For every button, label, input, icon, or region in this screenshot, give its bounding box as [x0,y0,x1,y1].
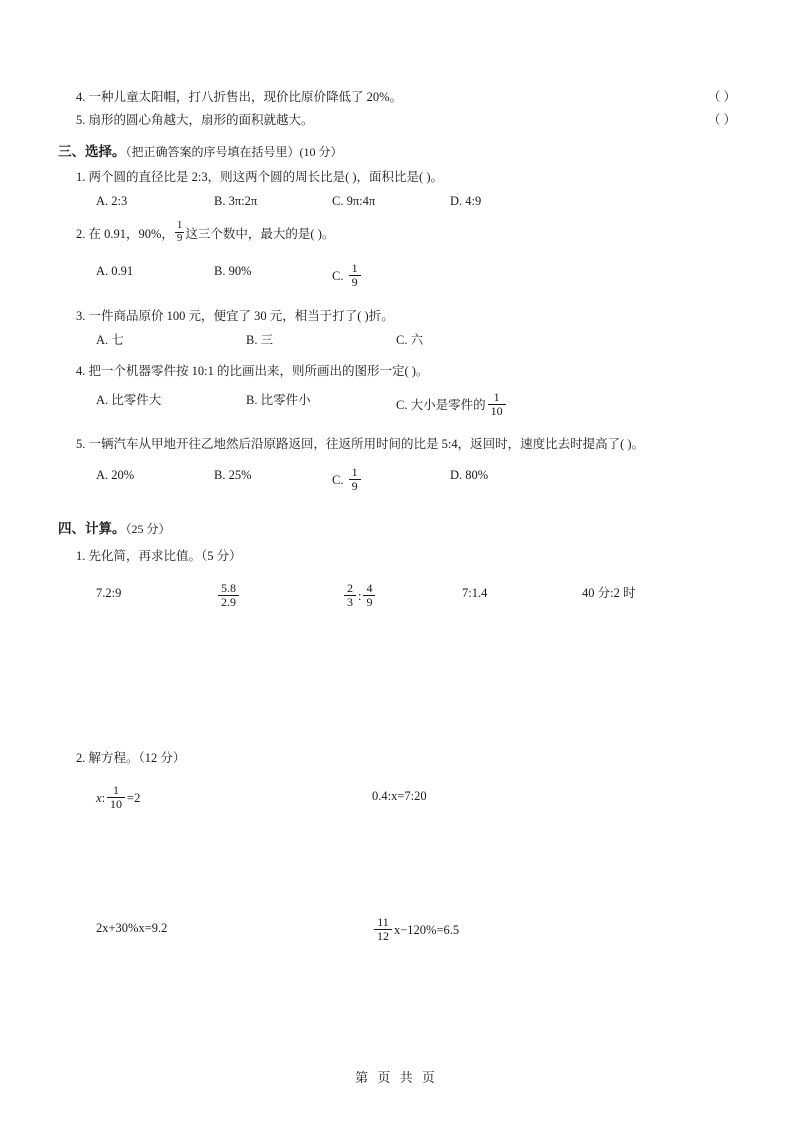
option-d[interactable]: D. 4:9 [450,194,482,208]
page-content [58,88,736,943]
equation-4 [372,916,459,943]
question-3-options [58,331,736,350]
judge-item [58,88,736,107]
option-b[interactable]: B. 比零件小 [246,393,311,408]
equation-row-2 [58,916,736,943]
judge-item-number: 5. [76,113,86,127]
fraction: $\frac{11}{12}$ [374,916,392,943]
option-a[interactable]: A. 0.91 [96,263,134,278]
question-2-text-pre: 在 0.91，90%， [88,226,174,241]
question-3-number: 3. [76,309,86,324]
option-a[interactable]: A. 20% [96,467,135,482]
option-c[interactable]: C. 9π:4π [332,194,376,208]
simplify-item-5: 40 分:2 时 [582,585,636,600]
variable-x: x [96,791,102,806]
equation-1 [96,784,372,811]
fraction: $\frac{5.8}{2.9}$ [218,582,239,609]
ratio-separator: : [101,791,106,806]
option-d[interactable]: D. 80% [450,467,489,482]
question-2-options [58,262,736,289]
option-c[interactable]: C. $\frac{1}{9}$ [332,262,450,289]
inline-fraction: $\frac{1}{9}$ [176,219,183,245]
calc-sub-2-text: 解方程。（12 分） [88,751,186,766]
calc-sub-1-text: 先化简，再求比值。（5 分） [88,548,242,563]
question-4-number: 4. [76,364,86,379]
question-4 [58,362,736,381]
judge-item-text: 扇形的圆心角越大，扇形的面积就越大。 [88,113,314,127]
option-b[interactable]: B. 三 [246,333,274,348]
simplify-item-3 [342,582,462,609]
question-5-options [58,466,736,493]
judge-item-answer-blank[interactable]: （ ） [707,113,736,127]
equation-tail: x−120%=6.5 [394,922,460,937]
calc-sub-1 [58,547,736,566]
fraction: $\frac{4}{9}$ [363,582,375,609]
question-5-text: 一辆汽车从甲地开往乙地然后沿原路返回，往返所用时间的比是 5:4，返回时，速度比去时提高了( )。 [88,436,645,451]
section-3-title: 三、选择。 [58,144,126,159]
question-4-options [58,391,736,418]
simplify-item-2 [216,582,342,609]
simplify-item-4: 7:1.4 [462,585,488,600]
question-2-text-post: 这三个数中，最大的是( )。 [185,226,335,241]
question-1-options [58,192,736,211]
fraction: $\frac{2}{3}$ [344,582,356,609]
equation-tail: =2 [127,791,141,806]
simplify-items [58,582,736,609]
judge-item [58,111,736,130]
equation-2: 0.4:x=7:20 [372,789,427,804]
section-4-heading [58,519,736,539]
calc-sub-2-number: 2. [76,751,86,766]
option-c[interactable]: C. 六 [396,333,424,348]
inline-fraction: $\frac{1}{9}$ [349,262,361,289]
calc-sub-1-number: 1. [76,548,86,563]
simplify-item-1: 7.2:9 [96,585,122,600]
judge-item-text: 一种儿童太阳帽，打八折售出，现价比原价降低了 20%。 [88,90,403,104]
ratio-separator: : [358,589,362,604]
option-a[interactable]: A. 比零件大 [96,393,162,408]
inline-fraction: $\frac{1}{9}$ [349,466,361,493]
question-4-text: 把一个机器零件按 10:1 的比画出来，则所画出的图形一定( )。 [88,364,429,379]
page-footer: 第 页 共 页 [355,1070,438,1085]
question-3 [58,307,736,326]
equation-3: 2x+30%x=9.2 [96,920,168,935]
question-5-number: 5. [76,436,86,451]
question-2 [58,219,736,248]
judge-item-answer-blank[interactable]: （ ） [707,90,736,104]
question-1-number: 1. [76,170,86,184]
fraction: $\frac{1}{10}$ [107,784,125,811]
section-4-subtitle: （25 分） [125,521,171,536]
equation-row-1 [58,784,736,811]
question-1-text: 两个圆的直径比是 2:3，则这两个圆的周长比是( )，面积比是( )。 [88,170,443,184]
section-4-title: 四、计算。 [58,520,126,536]
option-c[interactable]: C. $\frac{1}{9}$ [332,466,450,493]
section-3-heading [58,142,736,162]
option-b[interactable]: B. 90% [214,263,252,278]
option-b[interactable]: B. 25% [214,467,252,482]
question-5 [58,435,736,454]
question-1 [58,168,736,187]
option-c[interactable]: C. 大小是零件的 $\frac{1}{10}$ [396,391,514,418]
section-3-subtitle: （把正确答案的序号填在括号里）(10 分） [125,145,343,159]
option-a[interactable]: A. 七 [96,333,124,348]
question-3-text: 一件商品原价 100 元，便宜了 30 元，相当于打了( )折。 [88,309,394,324]
judge-item-number: 4. [76,90,86,104]
option-a[interactable]: A. 2:3 [96,194,128,208]
question-2-number: 2. [76,226,86,241]
option-b[interactable]: B. 3π:2π [214,194,258,208]
calc-sub-2 [58,749,736,768]
inline-fraction: $\frac{1}{10}$ [488,391,506,418]
